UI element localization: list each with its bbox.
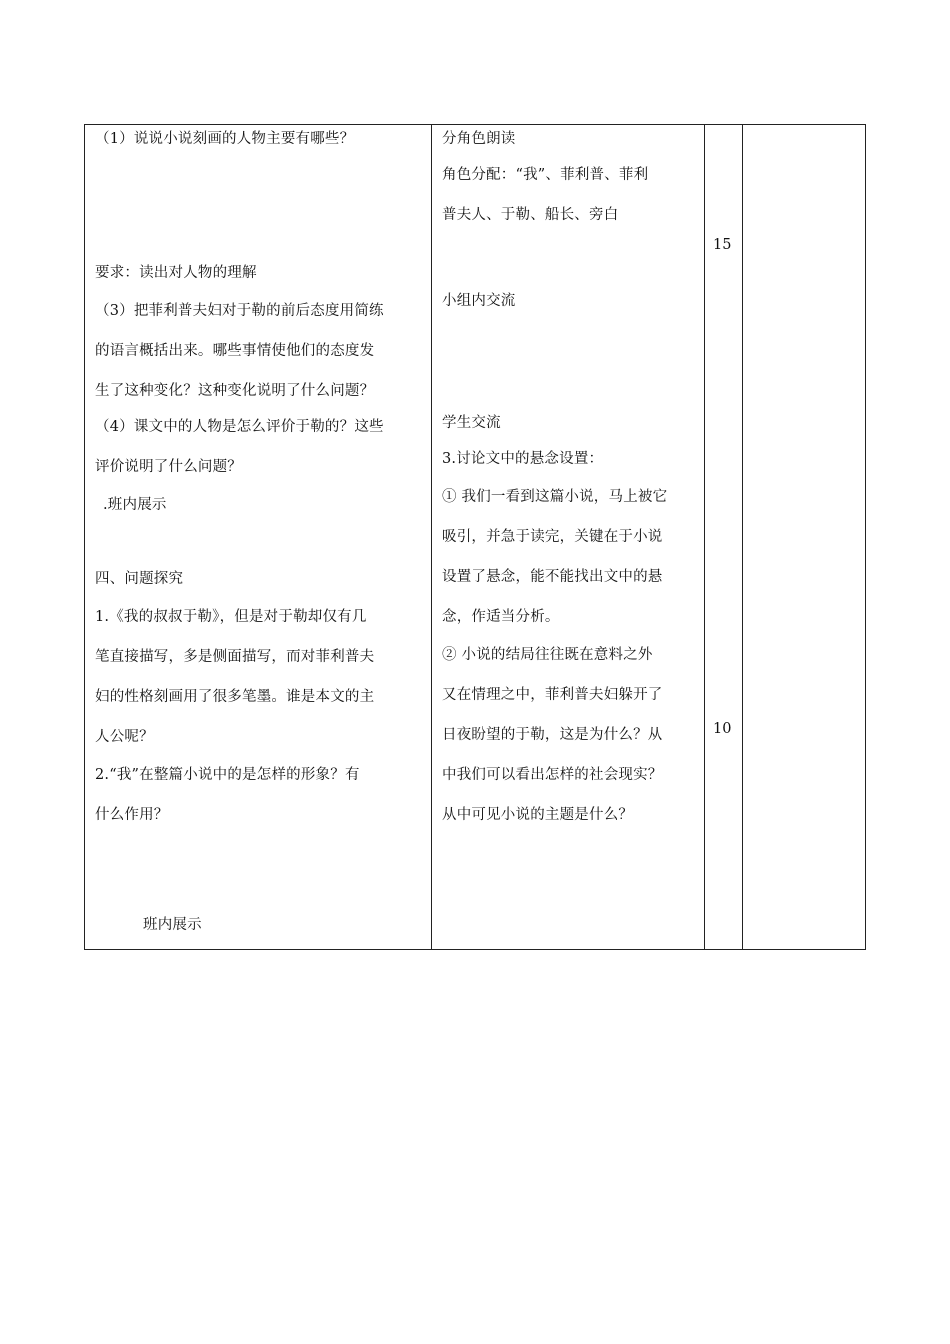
discussion-heading: 3.讨论文中的悬念设置： xyxy=(442,451,604,467)
student-exchange: 学生交流 xyxy=(442,415,501,431)
role-assignment-line1: 角色分配：“我”、菲利普、菲利 xyxy=(442,167,649,183)
discussion-1-line2: 吸引，并急于读完，关键在于小说 xyxy=(442,529,663,545)
role-reading: 分角色朗读 xyxy=(442,131,516,147)
question-3-line1: （3）把菲利普夫妇对于勒的前后态度用简练 xyxy=(95,303,384,319)
question-1: （1）说说小说刻画的人物主要有哪些？ xyxy=(95,131,355,147)
question-4-line1: （4）课文中的人物是怎么评价于勒的？这些 xyxy=(95,419,384,435)
problem-1-line2: 笔直接描写，多是侧面描写，而对菲利普夫 xyxy=(95,649,375,665)
problem-1-line3: 妇的性格刻画用了很多笔墨。谁是本文的主 xyxy=(95,689,375,705)
time-column xyxy=(705,125,743,949)
requirement-text: 要求：读出对人物的理解 xyxy=(95,265,257,281)
discussion-2-line4: 中我们可以看出怎样的社会现实？ xyxy=(442,767,663,783)
student-activity-column xyxy=(432,125,705,949)
group-exchange: 小组内交流 xyxy=(442,293,516,309)
problem-2-line1: 2.“我”在整篇小说中的是怎样的形象？有 xyxy=(95,767,360,783)
question-3-line2: 的语言概括出来。哪些事情使他们的态度发 xyxy=(95,343,375,359)
discussion-1-line3: 设置了悬念，能不能找出文中的悬 xyxy=(442,569,663,585)
lesson-table xyxy=(84,124,866,950)
question-4-line2: 评价说明了什么问题？ xyxy=(95,459,242,475)
notes-column xyxy=(743,125,865,949)
time-15: 15 xyxy=(713,237,732,253)
activity-column xyxy=(85,125,432,949)
discussion-2-line2: 又在情理之中，菲利普夫妇躲开了 xyxy=(442,687,663,703)
problem-2-line2: 什么作用？ xyxy=(95,807,169,823)
class-show-2: 班内展示 xyxy=(143,917,202,933)
time-10: 10 xyxy=(713,721,732,737)
class-show-1: .班内展示 xyxy=(103,497,167,513)
problem-1-line4: 人公呢？ xyxy=(95,729,154,745)
discussion-2-line1: ② 小说的结局往往既在意料之外 xyxy=(442,647,653,663)
role-assignment-line2: 普夫人、于勒、船长、旁白 xyxy=(442,207,619,223)
question-3-line3: 生了这种变化？这种变化说明了什么问题？ xyxy=(95,383,375,399)
discussion-2-line5: 从中可见小说的主题是什么？ xyxy=(442,807,634,823)
discussion-1-line4: 念，作适当分析。 xyxy=(442,609,560,625)
discussion-1-line1: ① 我们一看到这篇小说，马上被它 xyxy=(442,489,668,505)
section-four-heading: 四、问题探究 xyxy=(95,571,184,587)
problem-1-line1: 1.《我的叔叔于勒》，但是对于勒却仅有几 xyxy=(95,609,367,625)
discussion-2-line3: 日夜盼望的于勒，这是为什么？从 xyxy=(442,727,663,743)
